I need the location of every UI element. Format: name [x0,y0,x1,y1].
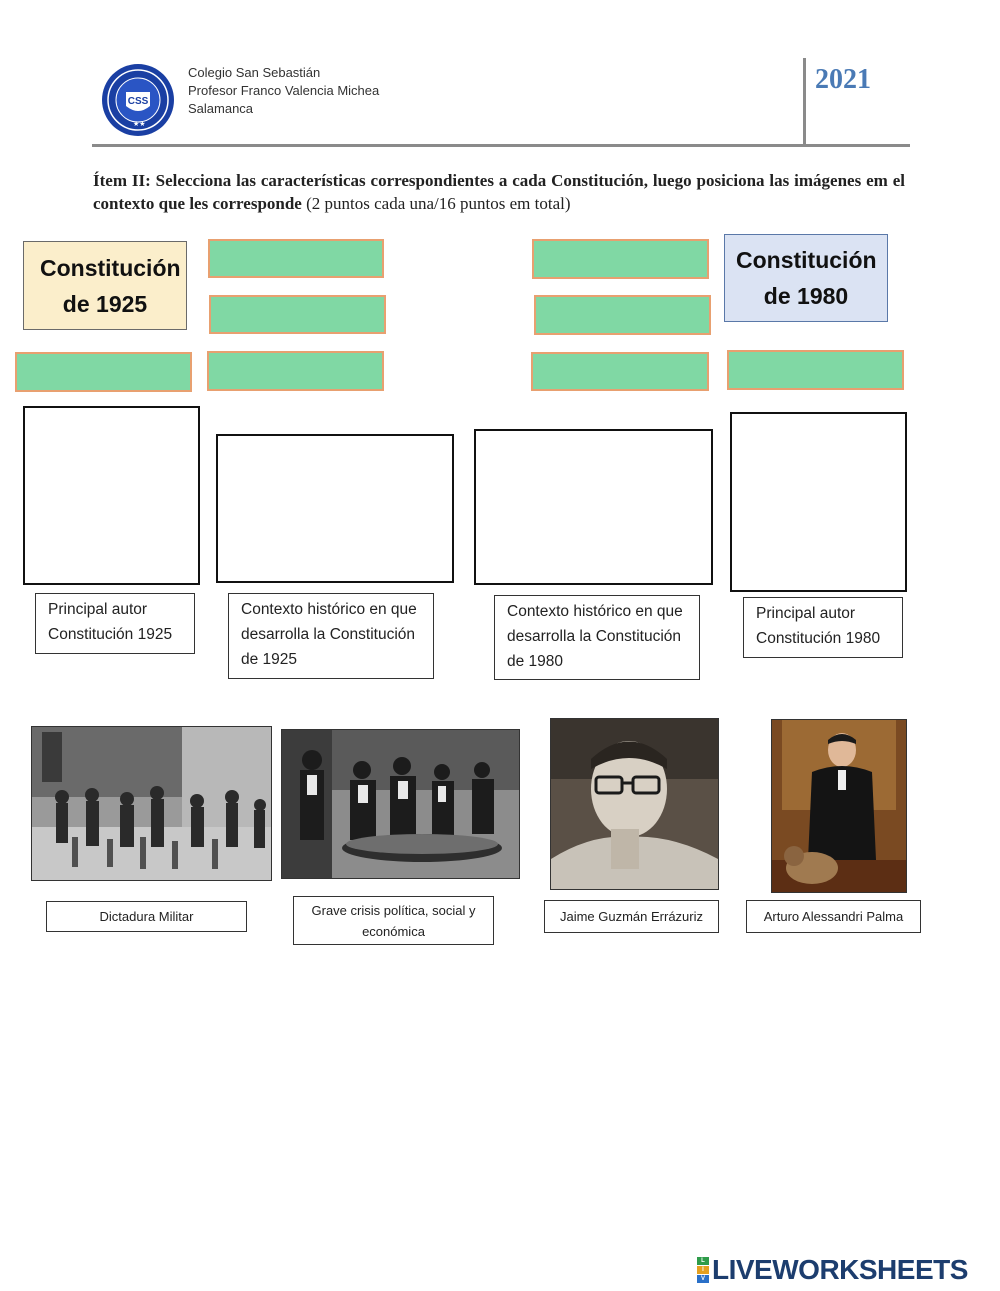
label-autor-1925 [35,593,195,654]
answer-slot-1980-3[interactable] [531,352,709,391]
label-contexto-1925-text: Contexto histórico en que desarrolla la Constitución de 1925 [241,601,417,668]
label-contexto-1980-text: Contexto histórico en que desarrolla la Constitución de 1980 [507,603,683,670]
school-name: Colegio San Sebastián [188,65,321,80]
title-1925-text: Constitución de 1925 [40,254,181,317]
label-contexto-1925 [228,593,434,679]
teacher-name: Profesor Franco Valencia Michea [188,83,380,98]
label-autor-1980 [743,597,903,658]
year: 2021 [815,64,871,95]
answer-slot-1980-2[interactable] [534,295,711,335]
liveworksheets-brand [697,1254,968,1286]
answer-slot-1980-4[interactable] [727,350,904,390]
answer-slot-1925-1[interactable] [208,239,384,278]
title-constitucion-1925 [23,241,187,330]
instruction-points: (2 puntos cada una/16 puntos em total) [301,194,571,213]
answer-slot-1925-4[interactable] [207,351,384,391]
photo-arturo-alessandri[interactable] [771,719,907,893]
liveworksheets-icon [697,1257,709,1283]
answer-slot-1925-2[interactable] [209,295,386,334]
caption-guzman-text: Jaime Guzmán Errázuriz [559,909,704,924]
svg-text:★★: ★★ [133,121,146,128]
image-drop-contexto-1925[interactable] [216,434,454,583]
caption-jaime-guzman[interactable] [544,900,719,933]
header-divider [92,144,910,147]
image-drop-autor-1925[interactable] [23,406,200,585]
photo-crisis-1925[interactable] [281,729,520,879]
school-info [188,64,379,118]
label-autor-1980-text: Principal autor Constitución 1980 [756,605,881,647]
city-name: Salamanca [188,101,254,116]
instruction-bold: Ítem II: Selecciona las características correspondientes a cada Constitución, luego posiciona las imágenes em el contexto que les corresponde [93,171,905,213]
caption-dictadura-text: Dictadura Militar [99,909,194,924]
label-contexto-1980 [494,595,700,680]
caption-crisis[interactable] [293,896,494,945]
caption-alessandri-text: Arturo Alessandri Palma [763,909,904,924]
header-divider-vertical [803,58,806,146]
logo-text: CSS [127,96,149,107]
answer-slot-1925-3[interactable] [15,352,192,392]
caption-dictadura-militar[interactable] [46,901,247,932]
caption-arturo-alessandri[interactable] [746,900,921,933]
image-drop-contexto-1980[interactable] [474,429,713,585]
label-autor-1925-text: Principal autor Constitución 1925 [48,601,173,643]
lw-icon-l: L [697,1257,709,1265]
caption-crisis-text: Grave crisis política, social y económica [311,902,476,939]
lw-icon-v: V [697,1275,709,1283]
liveworksheets-text: LIVEWORKSHEETS [712,1254,968,1285]
title-1980-text: Constitución de 1980 [736,247,877,309]
instruction [93,169,905,215]
answer-slot-1980-1[interactable] [532,239,709,279]
title-constitucion-1980 [724,234,888,322]
photo-jaime-guzman[interactable] [550,718,719,890]
image-drop-autor-1980[interactable] [730,412,907,592]
lw-icon-i: I [697,1266,709,1274]
photo-dictadura-militar[interactable] [31,726,272,881]
school-logo [100,62,176,138]
